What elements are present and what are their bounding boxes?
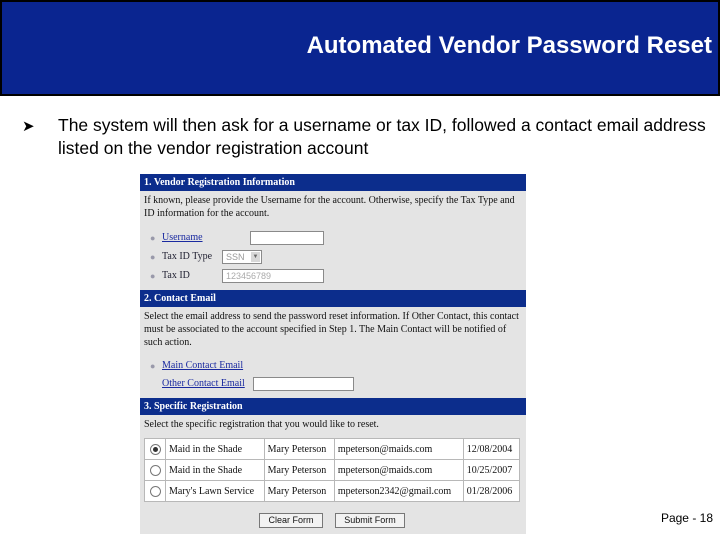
- registration-table: [144, 438, 520, 502]
- tax-type-select[interactable]: [222, 250, 262, 264]
- registration-date-cell: 12/08/2004: [463, 439, 519, 460]
- registration-name-cell: Maid in the Shade: [166, 439, 265, 460]
- slide-title: Automated Vendor Password Reset: [306, 32, 712, 59]
- registration-name-cell: Maid in the Shade: [166, 460, 265, 481]
- table-row[interactable]: [145, 481, 520, 502]
- bullet-arrow-icon: ➤: [22, 118, 35, 135]
- registration-email-cell: mpeterson2342@gmail.com: [334, 481, 463, 502]
- submit-form-button[interactable]: Submit Form: [335, 513, 405, 528]
- bullet-text: The system will then ask for a username or tax ID, followed a contact email address listed on the vendor registration account: [58, 115, 706, 158]
- clear-form-button[interactable]: Clear Form: [259, 513, 323, 528]
- chevron-down-icon: ▼: [252, 254, 259, 260]
- tax-type-label: Tax ID Type: [162, 251, 213, 262]
- username-input[interactable]: [250, 231, 324, 245]
- registration-contact-cell: Mary Peterson: [264, 460, 334, 481]
- registration-radio[interactable]: [150, 444, 161, 455]
- section-header-specific-registration: 3. Specific Registration: [140, 398, 526, 415]
- bullet-dot-icon: ●: [150, 271, 156, 281]
- registration-contact-cell: Mary Peterson: [264, 481, 334, 502]
- main-contact-email-link[interactable]: Main Contact Email: [162, 360, 244, 371]
- bullet-dot-icon: ●: [150, 233, 156, 243]
- registration-radio[interactable]: [150, 486, 161, 497]
- radio-cell: [145, 439, 166, 460]
- registration-date-cell: 01/28/2006: [463, 481, 519, 502]
- registration-name-cell: Mary's Lawn Service: [166, 481, 265, 502]
- radio-cell: [145, 481, 166, 502]
- table-row[interactable]: [145, 460, 520, 481]
- registration-date-cell: 10/25/2007: [463, 460, 519, 481]
- tax-id-label: Tax ID: [162, 270, 190, 281]
- registration-contact-cell: Mary Peterson: [264, 439, 334, 460]
- bullet-dot-icon: ●: [150, 361, 156, 371]
- title-bar: [0, 0, 720, 96]
- section3-instructions: Select the specific registration that you would like to reset.: [144, 419, 379, 430]
- section-header-vendor-info: 1. Vendor Registration Information: [140, 174, 526, 191]
- section2-instructions: Select the email address to send the password reset information. If Other Contact, this contact must be associated to the account specified in Step 1. The Main Contact will be notified of such action.: [144, 311, 519, 348]
- registration-email-cell: mpeterson@maids.com: [334, 460, 463, 481]
- table-row[interactable]: [145, 439, 520, 460]
- bullet-dot-icon: ●: [150, 252, 156, 262]
- username-label[interactable]: Username: [162, 232, 203, 243]
- section-header-contact-email: 2. Contact Email: [140, 290, 526, 307]
- registration-radio[interactable]: [150, 465, 161, 476]
- page-number: Page - 18: [660, 511, 713, 525]
- password-reset-form: [140, 174, 526, 534]
- other-contact-email-link[interactable]: Other Contact Email: [162, 378, 245, 389]
- section1-instructions: If known, please provide the Username for the account. Otherwise, specify the Tax Type and ID information for the account.: [144, 195, 515, 219]
- other-contact-email-input[interactable]: [253, 377, 354, 391]
- radio-cell: [145, 460, 166, 481]
- tax-type-value: SSN: [226, 252, 245, 262]
- registration-email-cell: mpeterson@maids.com: [334, 439, 463, 460]
- tax-id-input[interactable]: 123456789: [222, 269, 324, 283]
